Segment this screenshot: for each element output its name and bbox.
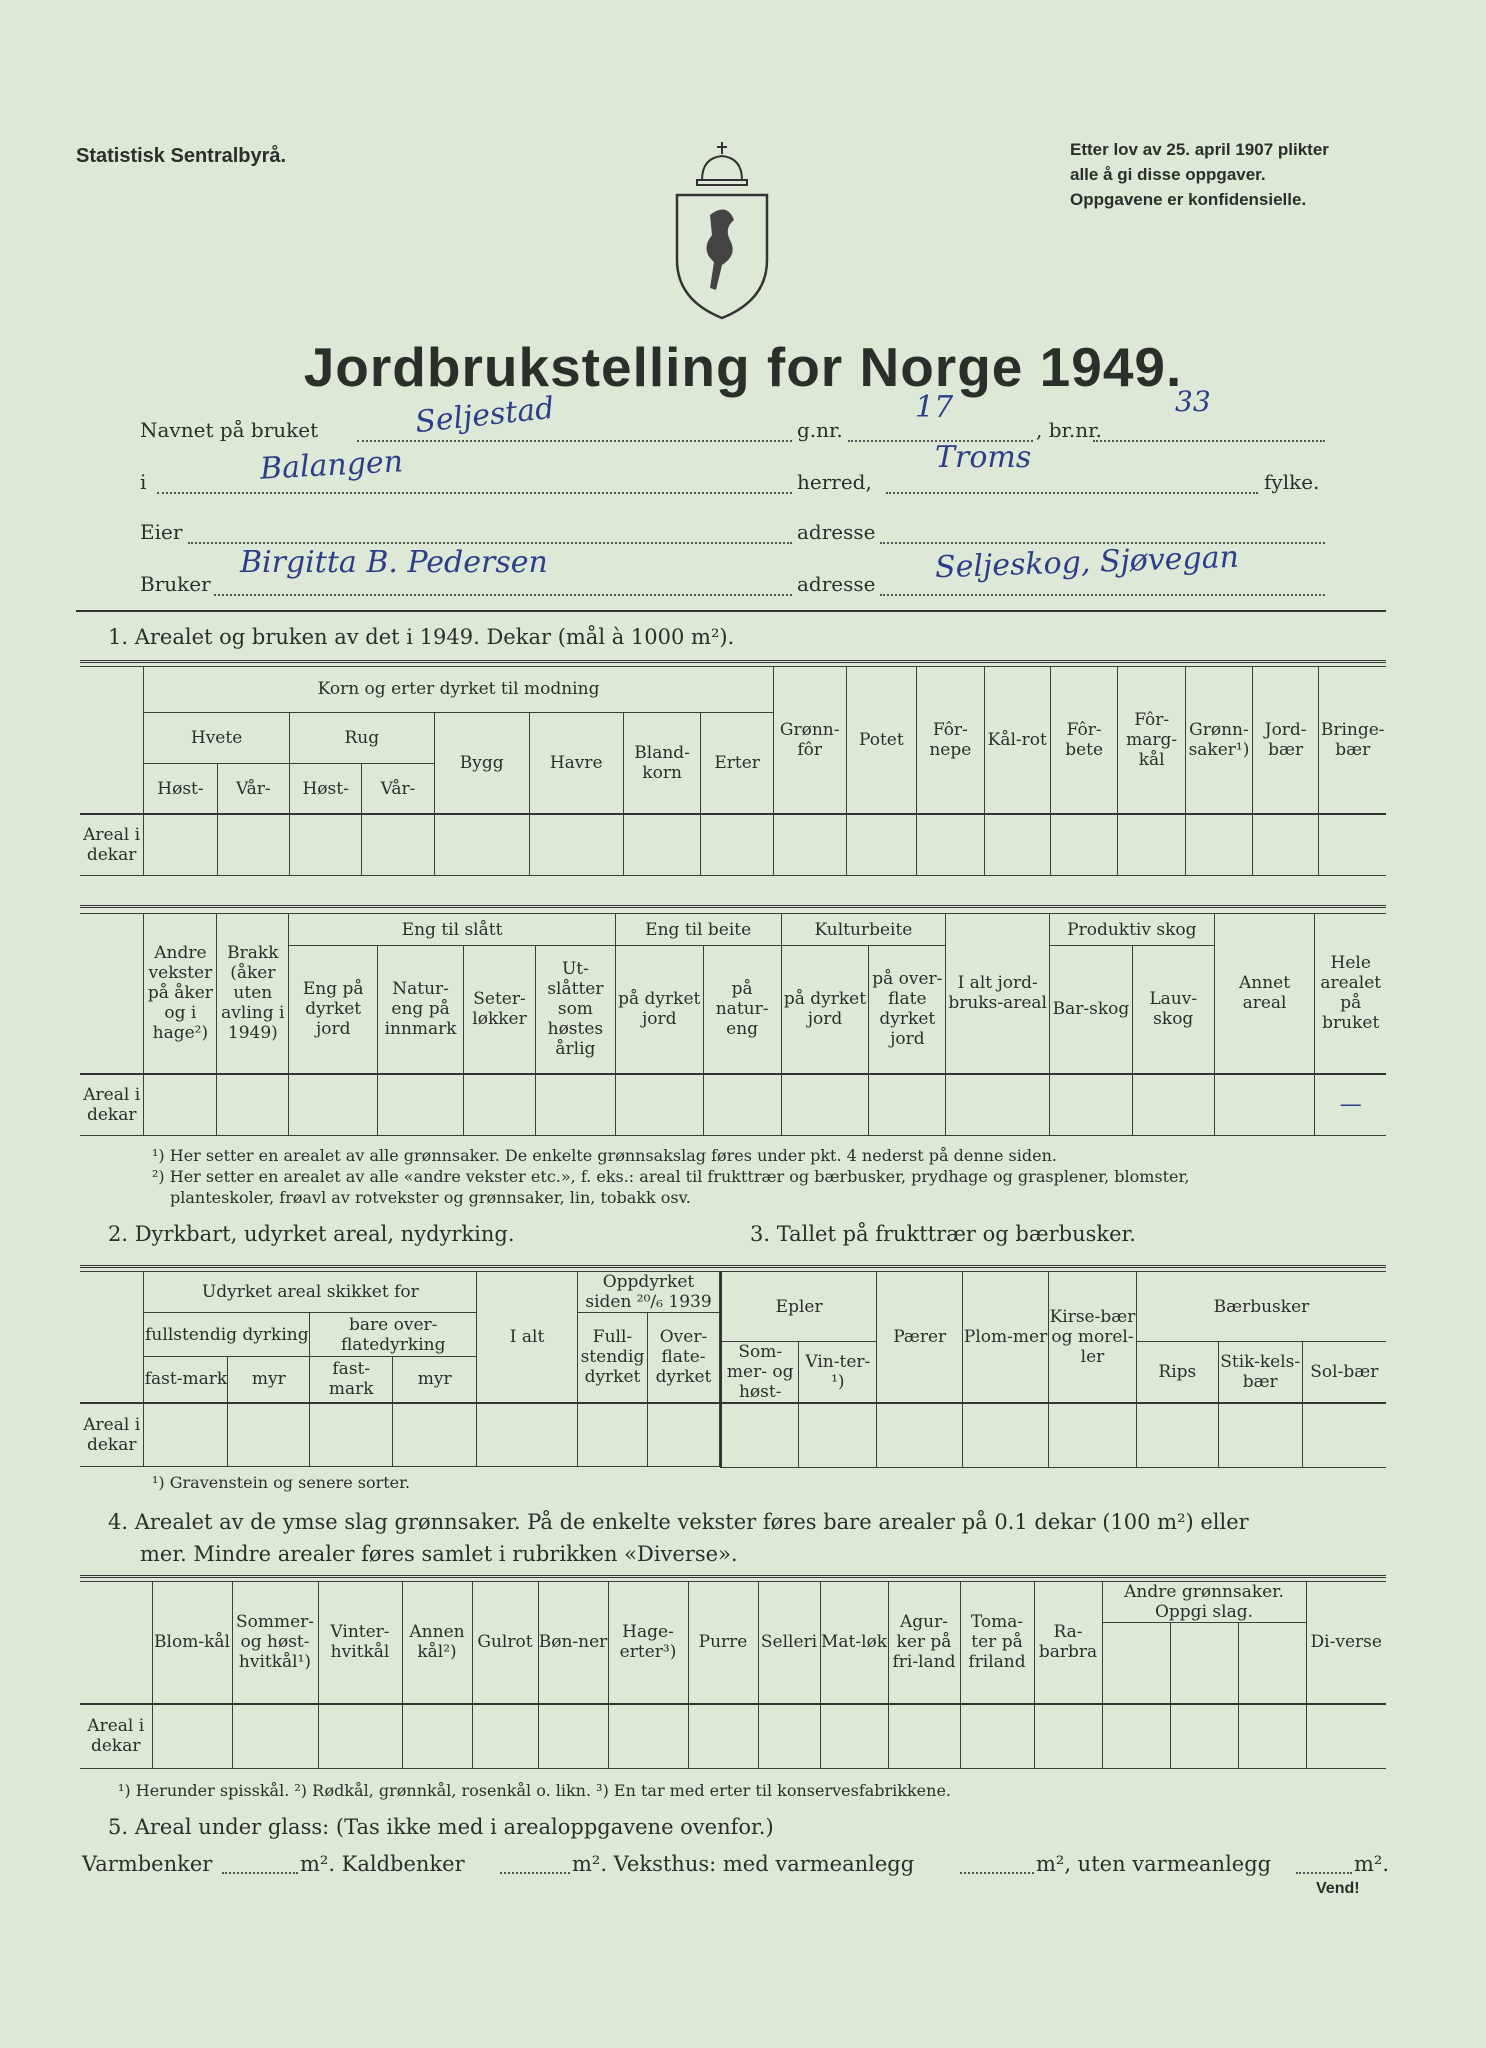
col-blomkal: Blom-kål [152,1582,232,1704]
user-value: Birgitta B. Pedersen [240,545,548,580]
input-cell[interactable] [144,1403,228,1467]
col-formargkal: Fôr-marg-kål [1118,667,1186,815]
col-kalrot: Kål-rot [984,667,1050,815]
fylke-label: fylke. [1264,470,1320,494]
divider [80,905,1386,908]
input-cell[interactable] [538,1704,608,1769]
col-solbaer: Sol-bær [1302,1342,1386,1404]
col-beite-dyrket: på dyrket jord [615,946,703,1074]
i-label: i [140,470,147,494]
col-fornepe: Fôr-nepe [917,667,985,815]
col-barskog: Bar-skog [1050,946,1133,1074]
notice-line: Etter lov av 25. april 1907 plikter [1070,140,1329,159]
input-cell[interactable] [946,1074,1050,1136]
col-ialt-jordbruk: I alt jord-bruks-areal [946,914,1050,1074]
col-purre: Purre [688,1582,758,1704]
input-cell[interactable] [758,1704,820,1769]
heading-line: mer. Mindre arealer føres samlet i rubrikken «Diverse». [140,1542,738,1566]
legal-notice [1070,137,1329,212]
hvete-var: Vår- [217,763,289,814]
fullstendig-header: fullstendig dyrking [144,1313,310,1357]
varmbenker-field[interactable] [222,1872,298,1874]
input-cell[interactable] [1136,1403,1218,1467]
brnr-label: , br.nr. [1036,418,1102,442]
epler-header: Epler [721,1272,877,1342]
glass-line-5: m². [1354,1852,1390,1876]
section-1-heading: 1. Arealet og bruken av det i 1949. Dekar (mål à 1000 m²). [108,625,735,649]
input-cell[interactable] [963,1403,1049,1467]
input-cell[interactable] [402,1704,472,1769]
col-gronnsaker: Grønn-saker¹) [1186,667,1253,815]
col-overflate-dyrket: Over-flate-dyrket [647,1313,719,1403]
coat-of-arms-icon [672,140,772,325]
input-cell[interactable] [144,814,217,875]
footnote: ¹) Her setter en arealet av alle grønnsaker. De enkelte grønnsakslag føres under pkt. 4 nederst på denne siden. [152,1146,1057,1165]
input-cell[interactable] [217,1074,289,1136]
glass-line-4: m², uten varmeanlegg [1036,1852,1272,1876]
col-seterlokker: Seter-løkker [464,946,536,1074]
owner-address-label: adresse [797,520,876,544]
input-cell[interactable] [820,1704,888,1769]
input-cell[interactable] [647,1403,719,1467]
section-4-table [80,1581,1386,1769]
eng-beite-header: Eng til beite [615,914,781,946]
col-eng-dyrket: Eng på dyrket jord [289,946,378,1074]
section-3-table [720,1271,1386,1468]
fylke-value: Troms [935,440,1032,475]
col-vinter: Vin-ter-¹) [799,1342,877,1404]
col-havre: Havre [529,712,623,814]
input-cell[interactable] [1302,1403,1386,1467]
col-selleri: Selleri [758,1582,820,1704]
prod-skog-header: Produktiv skog [1050,914,1215,946]
input-cell[interactable] [228,1403,310,1467]
col-erter: Erter [701,712,773,814]
udyrket-header: Udyrket areal skikket for [144,1272,477,1313]
input-cell[interactable] [1218,1403,1302,1467]
hvete-header: Hvete [144,712,290,763]
col-tomater: Toma-ter på friland [960,1582,1034,1704]
row-label: Areal i dekar [80,1704,152,1769]
col-brakk: Brakk (åker uten avling i 1949) [217,914,289,1074]
input-cell[interactable] [529,814,623,875]
brnr-field[interactable] [1093,440,1325,442]
input-cell[interactable] [960,1704,1034,1769]
input-cell[interactable] [984,814,1050,875]
input-cell[interactable] [877,1403,963,1467]
farm-name-label: Navnet på bruket [140,418,319,442]
agency-name: Statistisk Sentralbyrå. [76,145,287,167]
input-cell[interactable] [577,1403,647,1467]
input-cell[interactable] [701,814,773,875]
section-2-heading: 2. Dyrkbart, udyrket areal, nydyrking. [108,1222,515,1246]
veksthus-varme-field[interactable] [960,1872,1034,1874]
footnote-2: ¹) Gravenstein og senere sorter. [152,1473,411,1492]
input-cell[interactable] [1319,814,1386,875]
input-cell[interactable] [289,814,361,875]
col-andre-vekster: Andre vekster på åker og i hage²) [144,914,217,1074]
gnr-label: g.nr. [797,418,843,442]
section-4-heading [108,1506,1388,1570]
section-2-table [80,1271,720,1467]
user-address-field[interactable] [880,594,1325,596]
input-cell[interactable] [464,1074,536,1136]
input-cell[interactable] [869,1074,946,1136]
col-jordbaer: Jord-bær [1252,667,1319,815]
input-cell[interactable] [310,1403,393,1467]
glass-line-1: Varmbenker [82,1852,213,1876]
col-paerer: Pærer [877,1272,963,1404]
user-field[interactable] [214,594,792,596]
fylke-field[interactable] [886,492,1258,494]
notice-line: Oppgavene er konfidensielle. [1070,190,1307,209]
input-cell[interactable] [1050,1074,1133,1136]
input-cell[interactable] [773,814,846,875]
input-cell[interactable] [1050,814,1117,875]
input-cell[interactable] [434,814,529,875]
col-hageerter: Hage-erter³) [608,1582,688,1704]
rug-header: Rug [289,712,434,763]
input-cell[interactable] [1306,1704,1386,1769]
input-cell[interactable] [477,1403,578,1467]
input-cell[interactable] [1186,814,1253,875]
col-fullstendig-dyrket: Full-stendig dyrket [577,1313,647,1403]
col-annet-areal: Annet areal [1214,914,1315,1074]
user-address-label: adresse [797,572,876,596]
rug-var: Vår- [362,763,434,814]
col-bonner: Bøn-ner [538,1582,608,1704]
col-bringebaer: Bringe-bær [1319,667,1386,815]
col-hele-arealet: Hele arealet på bruket [1315,914,1386,1074]
row-label: Areal i dekar [80,1074,144,1136]
input-cell[interactable] [1170,1704,1238,1769]
input-cell[interactable] [615,1074,703,1136]
col-beite-natureng: på natur-eng [703,946,781,1074]
input-cell[interactable] [623,814,701,875]
brnr-value: 33 [1175,385,1211,418]
col-kultur-overflate: på over-flate dyrket jord [869,946,946,1074]
input-cell[interactable] [1252,814,1319,875]
col-plommer: Plom-mer [963,1272,1049,1404]
input-cell[interactable] [232,1704,318,1769]
andre-gronnsaker-header: Andre grønnsaker. Oppgi slag. [1102,1582,1306,1623]
input-cell[interactable] [1238,1704,1306,1769]
input-cell[interactable] [1118,814,1186,875]
col-matlok: Mat-løk [820,1582,888,1704]
overflate-header: bare over-flatedyrking [310,1313,477,1357]
col-diverse: Di-verse [1306,1582,1386,1704]
glass-line-2: m². Kaldbenker [300,1852,465,1876]
input-cell[interactable] [217,814,289,875]
input-cell[interactable] [846,814,916,875]
input-cell[interactable] [289,1074,378,1136]
col-sommer-host: Som-mer- og høst- [721,1342,799,1404]
col-gulrot: Gulrot [472,1582,538,1704]
kaldbenker-field[interactable] [500,1872,570,1874]
input-cell[interactable] [721,1403,799,1467]
input-cell[interactable] [378,1074,464,1136]
col-rips: Rips [1136,1342,1218,1404]
input-cell[interactable] [1132,1074,1214,1136]
col-annen-kal: Annen kål²) [402,1582,472,1704]
owner-label: Eier [140,520,183,544]
herred-field[interactable] [157,492,792,494]
col-agurker: Agur-ker på fri-land [888,1582,960,1704]
farm-name-value: Seljestad [413,390,556,441]
input-cell[interactable] [799,1403,877,1467]
col-natureng: Natur-eng på innmark [378,946,464,1074]
col-myr: myr [228,1357,310,1403]
footnotes-1 [152,1145,1382,1208]
input-cell[interactable] [608,1704,688,1769]
herred-label: herred, [797,470,872,494]
rug-host: Høst- [289,763,361,814]
input-cell[interactable] [1214,1074,1315,1136]
col-myr: myr [393,1357,477,1403]
col-fastmark: fast-mark [310,1357,393,1403]
turn-over-note: Vend! [1316,1880,1360,1897]
section-3-heading: 3. Tallet på frukttrær og bærbusker. [750,1222,1136,1246]
col-utslatter: Ut-slåtter som høstes årlig [535,946,615,1074]
input-cell[interactable] [144,1074,217,1136]
section-1-table [80,666,1386,876]
col-ialt: I alt [477,1272,578,1403]
col-vinter-hvitkal: Vinter-hvitkål [318,1582,402,1704]
input-cell[interactable] [917,814,985,875]
col-fastmark: fast-mark [144,1357,228,1403]
input-cell[interactable] [1102,1704,1170,1769]
section-5-heading: 5. Areal under glass: (Tas ikke med i arealoppgavene ovenfor.) [108,1815,774,1839]
input-cell[interactable] [1034,1704,1102,1769]
input-cell[interactable] [152,1704,232,1769]
col-rabarbra: Ra-barbra [1034,1582,1102,1704]
eng-slatt-header: Eng til slått [289,914,616,946]
footnote-3: ¹) Herunder spisskål. ²) Rødkål, grønnkål, rosenkål o. likn. ³) En tar med erter til konservesfabrikkene. [118,1781,952,1800]
heading-line: 4. Arealet av de ymse slag grønnsaker. På de enkelte vekster føres bare arealer på 0.1 dekar (100 m²) eller [108,1510,1249,1534]
herred-value: Balangen [259,444,404,487]
input-cell[interactable] [472,1704,538,1769]
farm-name-field[interactable] [357,440,792,442]
divider [80,1575,1386,1578]
korn-header: Korn og erter dyrket til modning [144,667,774,713]
divider [80,1265,1386,1268]
veksthus-uten-field[interactable] [1296,1872,1352,1874]
kulturbeite-header: Kulturbeite [781,914,946,946]
col-stikkelsbaer: Stik-kels-bær [1218,1342,1302,1404]
user-label: Bruker [140,572,211,596]
divider [80,660,1386,663]
col-bygg: Bygg [434,712,529,814]
divider [76,610,1386,612]
col-gronnfor: Grønn-fôr [773,667,846,815]
footnote: ²) Her setter en arealet av alle «andre vekster etc.», f. eks.: areal til frukttrær og bærbusker, prydhage og grasplener, blomster, [152,1167,1190,1186]
input-cell[interactable] [781,1074,869,1136]
col-blandkorn: Bland-korn [623,712,701,814]
owner-field[interactable] [188,542,792,544]
page-title: Jordbrukstelling for Norge 1949. [303,336,1183,398]
col-sommer-hvitkal: Sommer-og høst-hvitkål¹) [232,1582,318,1704]
input-cell[interactable] [1049,1403,1137,1467]
glass-line-3: m². Veksthus: med varmeanlegg [572,1852,915,1876]
input-cell[interactable] [535,1074,615,1136]
input-cell[interactable] [703,1074,781,1136]
oppdyrket-header: Oppdyrket siden ²⁰/₆ 1939 [577,1272,719,1313]
hvete-host: Høst- [144,763,217,814]
input-cell[interactable] [393,1403,477,1467]
hele-arealet-value[interactable]: — [1315,1074,1386,1136]
row-label: Areal i dekar [80,814,144,875]
col-kirsebaer: Kirse-bær og morel-ler [1049,1272,1137,1404]
col-kultur-dyrket: på dyrket jord [781,946,869,1074]
baerbusker-header: Bærbusker [1136,1272,1386,1342]
notice-line: alle å gi disse oppgaver. [1070,165,1266,184]
gnr-value: 17 [915,390,954,425]
col-forbete: Fôr-bete [1050,667,1117,815]
col-lauvskog: Lauv-skog [1132,946,1214,1074]
section-1b-table [80,913,1386,1136]
row-label: Areal i dekar [80,1403,144,1467]
input-cell[interactable] [888,1704,960,1769]
input-cell[interactable] [318,1704,402,1769]
user-address-value: Seljeskog, Sjøvegan [934,539,1240,586]
footnote: planteskoler, frøavl av rotvekster og grønnsaker, lin, tobakk osv. [170,1188,691,1207]
input-cell[interactable] [1238,1623,1306,1704]
input-cell[interactable] [362,814,434,875]
input-cell[interactable] [1102,1623,1170,1704]
input-cell[interactable] [1170,1623,1238,1704]
input-cell[interactable] [688,1704,758,1769]
col-potet: Potet [846,667,916,815]
